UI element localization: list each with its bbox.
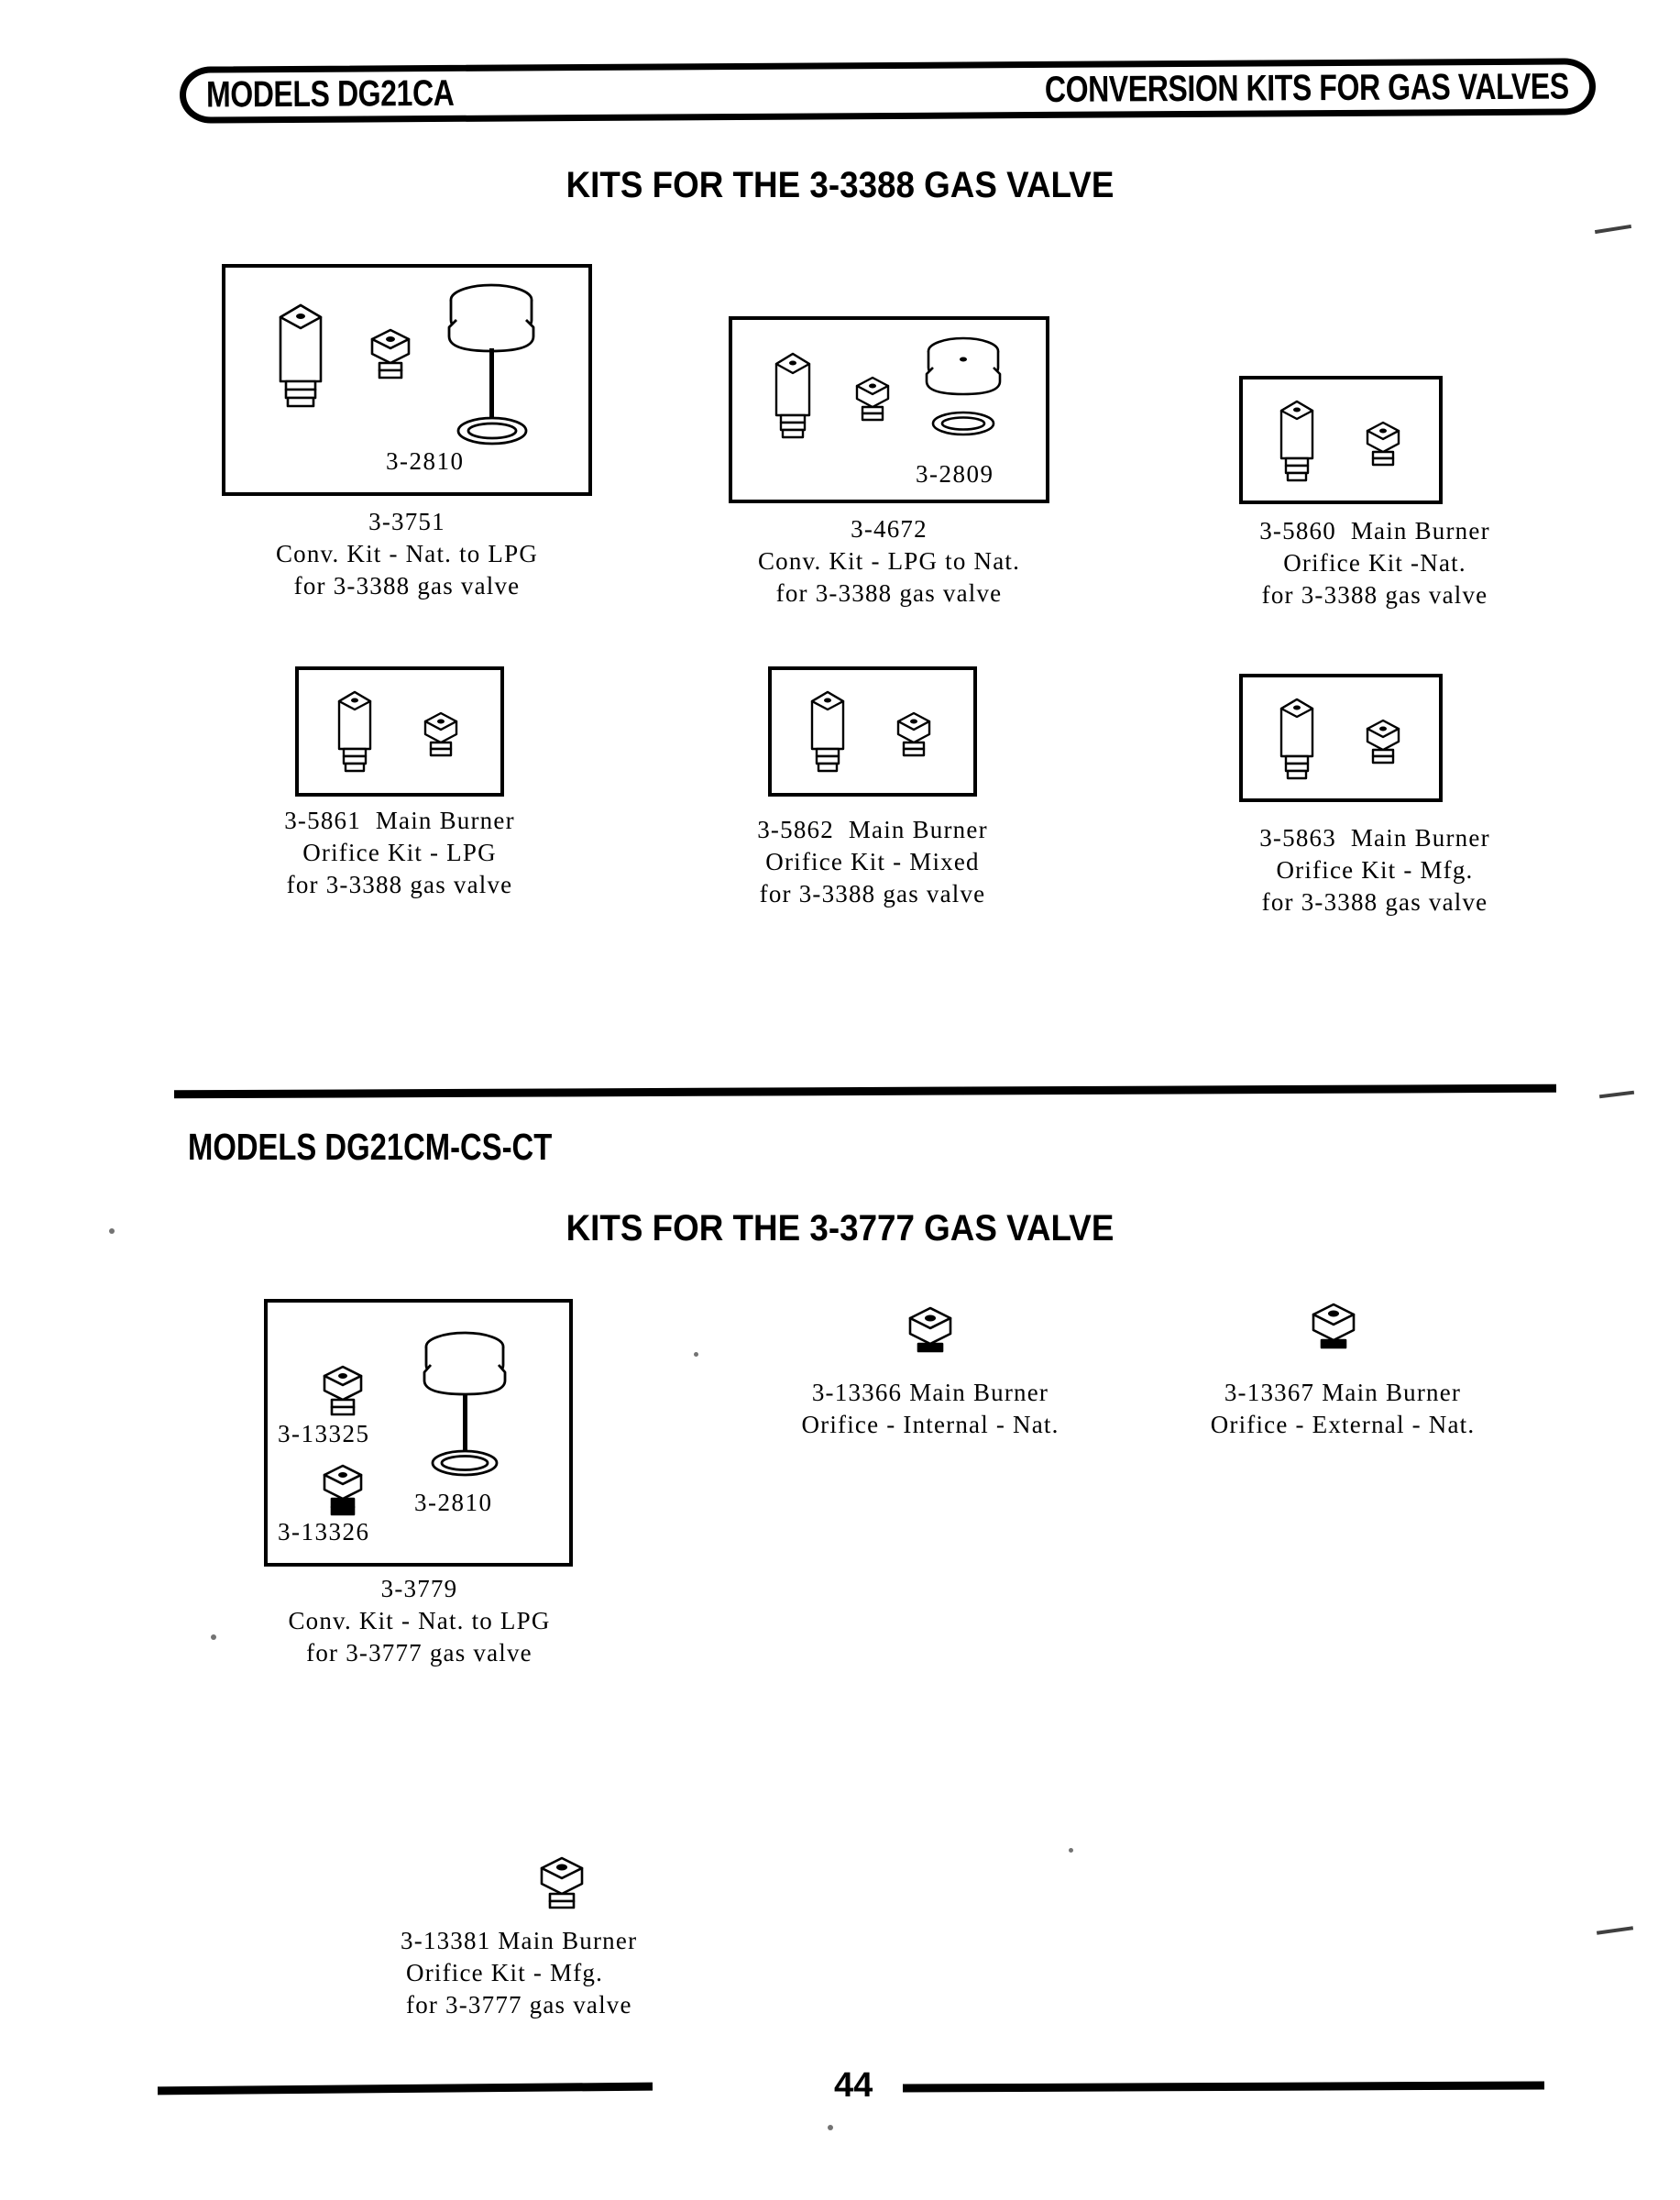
scan-speck-2	[211, 1634, 216, 1640]
part-box-3-5862	[768, 666, 977, 797]
caption-line-1: 3-5863 Main Burner	[1259, 824, 1490, 852]
part-label-3-2809: 3-2809	[916, 460, 994, 488]
part-label-3-2810: 3-2810	[414, 1489, 493, 1516]
scan-mark-top-right	[1595, 225, 1631, 234]
caption-line-3: for 3-3388 gas valve	[293, 572, 521, 600]
part-box-3-4672-art	[732, 320, 1053, 507]
page-header-banner	[180, 58, 1596, 123]
part-label-3-13325: 3-13325	[278, 1420, 370, 1447]
caption-line-3: for 3-3388 gas valve	[759, 880, 986, 908]
caption-line-2: Conv. Kit - Nat. to LPG	[275, 540, 539, 568]
part-box-3-5861	[295, 666, 504, 797]
footer-rule-left	[158, 2083, 653, 2096]
caption-line-1: 3-5860 Main Burner	[1259, 517, 1490, 544]
caption-line-2: Orifice Kit - Mixed	[765, 848, 980, 876]
caption-line-3: for 3-3777 gas valve	[406, 1991, 632, 2019]
models-label: MODELS DG21CA	[205, 72, 455, 116]
caption-line-3: for 3-3388 gas valve	[1261, 888, 1488, 917]
caption-line-1: 3-5862 Main Burner	[757, 816, 988, 843]
scan-speck-3	[694, 1352, 698, 1357]
scan-mark-mid-right	[1599, 1091, 1634, 1099]
part-box-3-5863	[1239, 674, 1443, 802]
caption-part-no: 3-3779	[380, 1575, 458, 1602]
part-box-3-4672	[729, 316, 1049, 503]
part-box-3-5862-art	[772, 670, 981, 800]
caption-line-1: 3-13366 Main Burner	[811, 1379, 1049, 1406]
part-label-3-13326: 3-13326	[278, 1518, 370, 1546]
scan-mark-low-right	[1597, 1926, 1633, 1935]
caption-line-1: 3-13367 Main Burner	[1224, 1379, 1462, 1406]
orifice-art-3-13366	[894, 1300, 967, 1361]
caption-3-5860	[1182, 515, 1567, 611]
caption-3-4672	[697, 513, 1082, 610]
scan-speck-4	[1069, 1848, 1073, 1853]
caption-3-5861	[207, 805, 592, 901]
part-box-3-5863-art	[1243, 677, 1446, 806]
caption-3-5862	[680, 814, 1065, 910]
orifice-art-3-13381	[525, 1850, 598, 1915]
caption-line-1: 3-5861 Main Burner	[284, 807, 515, 834]
part-box-3-3779	[264, 1299, 573, 1567]
orifice-art-3-13367	[1297, 1294, 1370, 1359]
caption-line-3: for 3-3388 gas valve	[1261, 581, 1488, 610]
caption-line-2: Orifice - Internal - Nat.	[801, 1411, 1060, 1439]
part-box-3-3751	[222, 264, 592, 496]
section-two-title: KITS FOR THE 3-3777 GAS VALVE	[565, 1208, 1115, 1248]
section-one-title: KITS FOR THE 3-3388 GAS VALVE	[565, 165, 1115, 205]
caption-line-1: 3-13381 Main Burner	[401, 1927, 638, 1954]
caption-3-13367	[1136, 1377, 1549, 1441]
caption-line-3: for 3-3388 gas valve	[286, 871, 513, 899]
caption-line-2: Conv. Kit - LPG to Nat.	[757, 547, 1021, 576]
caption-part-no: 3-3751	[368, 508, 445, 535]
caption-line-2: Orifice Kit - Mfg.	[1276, 856, 1474, 885]
caption-3-3751	[222, 506, 592, 602]
models-label-2: MODELS DG21CM-CS-CT	[188, 1126, 553, 1168]
caption-part-no: 3-4672	[851, 515, 928, 543]
scan-speck-1	[109, 1228, 115, 1234]
part-box-3-5861-art	[299, 670, 508, 800]
caption-line-3: for 3-3388 gas valve	[775, 579, 1003, 608]
caption-3-13366	[724, 1377, 1136, 1441]
caption-line-2: Orifice Kit - Mfg.	[406, 1959, 604, 1987]
part-box-3-5860	[1239, 376, 1443, 504]
section-label: CONVERSION KITS FOR GAS VALVES	[1045, 66, 1570, 110]
caption-3-13381	[401, 1925, 758, 2021]
page-number: 44	[834, 2066, 873, 2105]
scan-speck-5	[828, 2125, 833, 2130]
caption-line-2: Orifice Kit -Nat.	[1283, 549, 1466, 578]
section-divider-rule	[174, 1084, 1556, 1099]
part-label-3-2810: 3-2810	[386, 447, 465, 475]
part-box-3-5860-art	[1243, 380, 1446, 508]
caption-3-3779	[211, 1573, 628, 1669]
caption-line-3: for 3-3777 gas valve	[306, 1639, 533, 1667]
caption-line-2: Orifice - External - Nat.	[1210, 1411, 1476, 1439]
caption-line-2: Conv. Kit - Nat. to LPG	[288, 1607, 551, 1635]
caption-line-2: Orifice Kit - LPG	[302, 839, 497, 867]
caption-3-5863	[1182, 822, 1567, 918]
footer-rule-right	[903, 2081, 1544, 2092]
